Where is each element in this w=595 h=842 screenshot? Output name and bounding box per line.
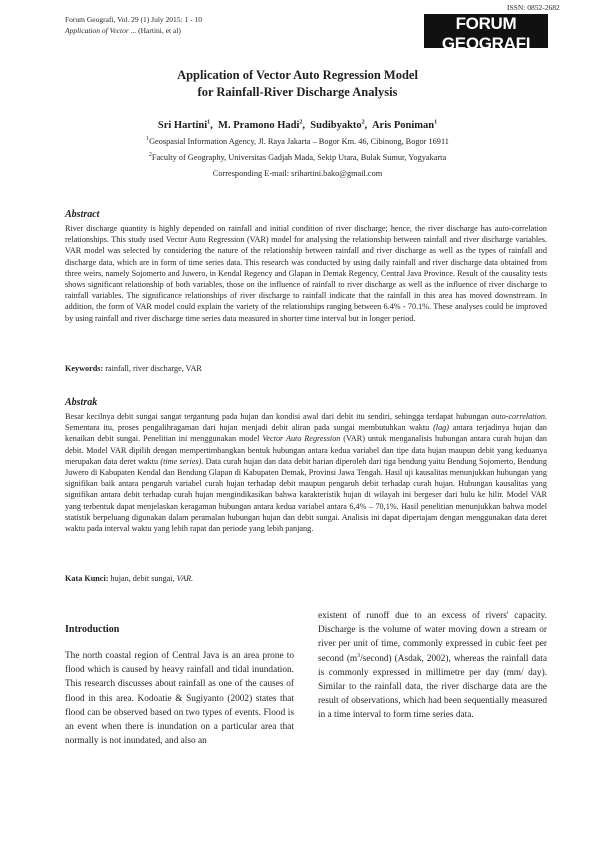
abstrak-italic: auto-correlation. [491,412,547,421]
affiliation-text: Faculty of Geography, Universitas Gadjah Mada, Sekip Utara, Bulak Sumur, Yogyakarta [151,153,447,162]
kata-kunci-italic: VAR. [176,574,194,583]
journal-logo [424,14,548,60]
intro-right-column [318,609,547,723]
abstrak-run: (VAR) untuk menganalisis hubungan antara curah hujan dan debit. Model VAR dipilih dengan mempertimbangkan bentuk hubungan antara kedua variabel dan tipe data hujan maupun debit yang keduanya merupakan data deret waktu [65,434,548,466]
keywords-label: Keywords: [65,364,104,373]
affiliation-sup: 1 [146,136,150,143]
author-sup: 1 [207,119,211,126]
title-line-1: Application of Vector Auto Regression Model [177,68,418,82]
affiliation [0,153,595,162]
keywords [65,364,202,373]
intro-left-column: The north coastal region of Central Java is an area prone to flood which is caused by heavy rainfall and tidal inundation. This research discusses about rainfall as one of the causes of flood in this area. Kodoatie & Sugiyanto (2002) states that flood can be observed based on two types of events. Flood is an event when there is inundation on a particular area that normally is not inundated, and also an [65,651,294,747]
running-title [65,26,181,35]
running-title-text: Application of Vector ... [65,26,137,35]
running-authors: (Hartini, et al) [138,26,181,35]
abstrak-run: antara terjadinya hujan dan kenaikan debit sungai. Penelitian ini menggunakan model [65,423,547,444]
abstract-heading: Abstract [65,209,100,220]
abstrak-italic: Vector Auto Regression [262,434,341,444]
author-sup: 2 [299,119,303,126]
affiliation-text: Geospasial Information Agency, Jl. Raya Jakarta – Bogor Km. 46, Cibinong, Bogor 16911 [149,137,449,146]
abstrak-text [65,411,547,534]
abstrak-run: Sementara itu, proses pengalihragaman dari hujan menjadi debit aliran pada sungai membutuhkan waktu [65,423,434,433]
logo-text: FORUM GEOGRAFI [441,14,531,53]
paper-title [0,67,595,101]
author-sup: 1 [434,119,438,126]
keywords-text: rainfall, river discharge, VAR [105,364,202,373]
kata-kunci-label: Kata Kunci: [65,574,109,583]
abstrak-run: . Data curah hujan dan data debit harian diperoleh dari tiga bendung yaitu Bendung Sojomerto, Bendung Juwero di Kabupaten Kendal dan Bendung Glapan di Kabupaten Demak, Provinsi Jawa Tengah. Hasil uji kausalitas menunjukkan hubungan yang signifikan baik antara pengaruh variabel curah hujan terhadap debit maupun pengaruh debit terhadap curah hujan. Hubungan kausalitas yang signifikan antara debit terhadap curah hujan mengindikasikan bahwa karakteristik hujan di wilayah ini bergeser dari hulu ke hilir. Model VAR yang terbentuk dapat menjelaskan keragaman hubungan antara kedua variabel antara 6,4% – 70,1%. Hasil penelitian menunjukkan bahwa model statistik berpeluang digunakan dalam peramalan hubungan hujan dan debit sungai. Analisis ini dapat dipertajam dengan menggunakan data deret waktu pada interval waktu yang lebih rapat dan periode yang lebih panjang. [65,456,547,534]
affiliation [0,137,595,146]
author-list: Sri Hartini$^1$, M. Pramono Hadi$^2$, Sudibyakto$^2$, Aris Poniman$^1$ [157,119,438,131]
kata-kunci-text: hujan, debit sungai, [110,574,177,583]
author-name: Sri Hartini [157,120,208,131]
author-sup: 2 [361,119,365,126]
kata-kunci [65,574,193,583]
intro-right-b: /second) (Asdak, 2002), whereas the rainfall data is commonly expressed in millimetre per day (mm/ day). Similar to the rainfall data, the river discharge data are the result of observations, which had been sequentially measured in a time interval to form time series data. [318,653,547,721]
author-name: Sudibyakto [310,120,362,131]
journal-citation: Forum Geografi, Vol. 29 (1) July 2015: 1 - 10 [65,15,203,24]
author-name: M. Pramono Hadi [218,120,300,131]
author-name: Aris Poniman [371,120,435,131]
abstrak-italic: (lag) [433,423,449,433]
intro-right-sup: 3 [357,652,361,659]
issn: ISSN: 0852-2682 [507,3,560,12]
title-line-2: for Rainfall-River Discharge Analysis [197,85,398,99]
logo-subtitle: Indonesian Journal of Spatial and Regional Analysis [437,55,535,60]
abstrak-run: Besar kecilnya debit sungai sangat tergantung pada hujan dan kondisi awal dari debit itu sendiri, sehingga terdapat hubungan [65,412,492,421]
corresponding-email: Corresponding E-mail: srihartini.bako@gmail.com [212,169,383,178]
intro-right-a: existent of runoff due to an excess of rivers' capacity. Discharge is the volume of water moving down a stream or river per unit of time, commonly expressed in cubic feet per second (m [318,611,547,664]
affiliation-sup: 2 [148,152,152,159]
abstrak-heading: Abstrak [65,397,98,408]
abstrak-italic: (time series) [160,456,202,466]
introduction-heading: Introduction [65,624,120,635]
abstract-text: River discharge quantity is highly depended on rainfall and initial condition of river discharge; hence, the river discharge has auto-correlation relationships. This study used Vector Auto Regression (VAR) model for analysing the relationship between rainfall and river discharge variables. VAR model was selected by considering the nature of the relationship between rainfall and river discharge as well as the types of rainfall and discharge data, which are in form of time series data. This research was conducted by using daily rainfall and river discharge data obtained from three weirs, namely Sojomerto and Juwero, in Kendal Regency and Glapan in Demak Regency, Central Java Province. Result of the causality tests shows significant relationship of both variables, those on the influence of rainfall to river discharge as well as the influence of river discharge to rainfall variables. The significance relationships of river discharge to rainfall indicate that the rainfall in this area has moved downstream. In addition, the form of VAR model could explain the variety of the relationships ranging between 6.4% - 70.1%. These analyses could be improved by using rainfall and river discharge time series data measured in shorter time interval but in longer period. [65,224,547,323]
